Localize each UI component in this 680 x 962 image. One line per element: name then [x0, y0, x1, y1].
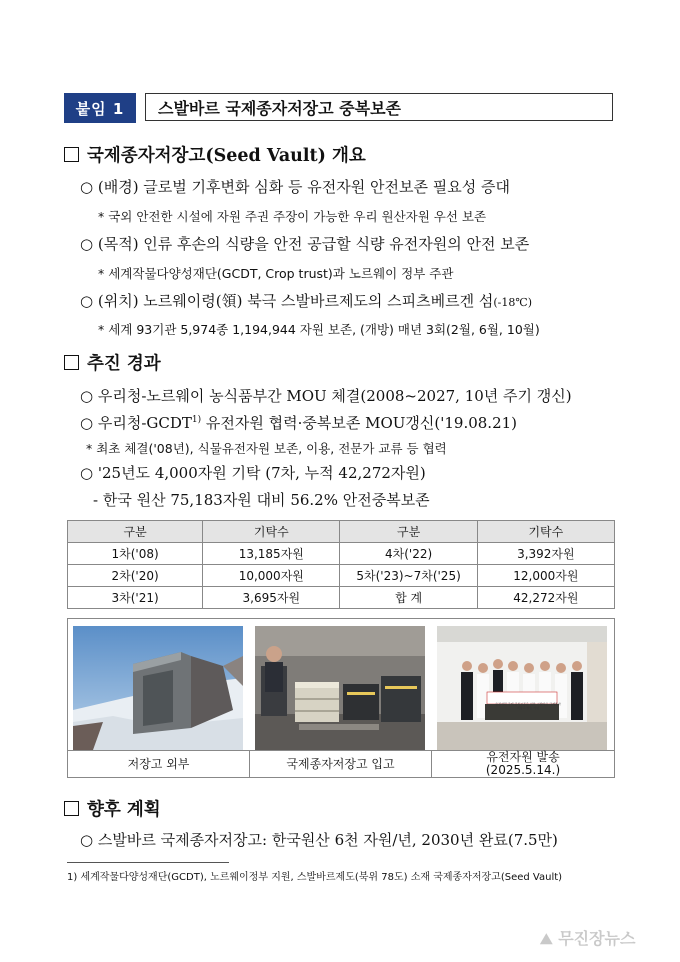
- table-header: 기탁수: [477, 521, 614, 543]
- dash-korean-origin: - 한국 원산 75,183자원 대비 56.2% 안전중복보존: [93, 491, 430, 509]
- section-plan-heading: [64, 796, 161, 821]
- checkbox-square-icon: [64, 355, 79, 370]
- checkbox-square-icon: [64, 801, 79, 816]
- temperature-text: (-18℃): [493, 296, 532, 309]
- table-header: 기탁수: [203, 521, 340, 543]
- seed-boxes-photo: [255, 626, 425, 750]
- bullet-location: [80, 290, 532, 311]
- caption-vault-entry: 국제종자저장고 입고: [286, 756, 395, 771]
- caption-vault-exterior: 저장고 외부: [127, 756, 190, 771]
- bullet-mou-gcdt: [80, 412, 517, 433]
- note-background: * 국외 안전한 시설에 자원 주권 주장이 가능한 우리 원산자원 우선 보존: [98, 209, 487, 224]
- caption-shipment-date: (2025.5.14.): [485, 763, 561, 777]
- heading-text: 추진 경과: [87, 354, 161, 374]
- bullet-background: ○ (배경) 글로벌 기후변화 심화 등 유전자원 안전보존 필요성 증대: [80, 178, 510, 196]
- banner-text: 유전자원 국제 중복보존을 위한 스발바르 국제종자저장고 발송 기념: [495, 702, 561, 710]
- attachment-tag: 붙임 1: [64, 93, 136, 123]
- table-cell: 1차('08): [68, 543, 203, 565]
- table-cell: 3,392자원: [477, 543, 614, 565]
- bullet-mou-norway: ○ 우리청-노르웨이 농식품부간 MOU 체결(2008~2027, 10년 주기 갱신): [80, 387, 572, 405]
- table-header: 구분: [68, 521, 203, 543]
- bullet-future-plan: ○ 스발바르 국제종자저장고: 한국원산 6천 자원/년, 2030년 완료(7.5만): [80, 831, 558, 849]
- footnote-ref: 1): [191, 415, 202, 425]
- heading-text: 국제종자저장고(Seed Vault) 개요: [87, 146, 366, 166]
- mou-gcdt-text-b: 유전자원 협력·중복보존 MOU갱신('19.08.21): [201, 414, 518, 432]
- table-row: [68, 587, 615, 609]
- vault-exterior-photo: [73, 626, 243, 750]
- caption-shipment: [432, 750, 614, 778]
- table-cell: 10,000자원: [203, 565, 340, 587]
- section-progress-heading: [64, 350, 161, 375]
- note-mou-gcdt: * 최초 체결('08년), 식물유전자원 보존, 이용, 전문가 교류 등 협력: [86, 441, 447, 456]
- footnote: 1) 세계작물다양성재단(GCDT), 노르웨이정부 지원, 스발바르제도(북위 78도) 소재 국제종자저장고(Seed Vault): [67, 872, 563, 883]
- note-purpose: * 세계작물다양성재단(GCDT, Crop trust)과 노르웨이 정부 주관: [98, 266, 454, 281]
- checkbox-square-icon: [64, 147, 79, 162]
- table-row: [68, 543, 615, 565]
- location-text: ○ (위치) 노르웨이령(領) 북극 스발바르제도의 스피츠베르겐 섬: [80, 292, 494, 310]
- table-cell: 3차('21): [68, 587, 203, 609]
- table-cell: 5차('23)~7차('25): [340, 565, 477, 587]
- watermark: [540, 926, 635, 949]
- caption-shipment-title: 유전자원 발송: [486, 750, 560, 764]
- group-photo: [437, 626, 607, 750]
- watermark-logo-icon: ⛰: [540, 930, 553, 948]
- table-cell: 42,272자원: [477, 587, 614, 609]
- table-row: [68, 565, 615, 587]
- photo-panel: [67, 618, 615, 778]
- note-location: * 세계 93기관 5,974종 1,194,944 자원 보존, (개방) 매년 3회(2월, 6월, 10월): [98, 322, 540, 337]
- table-header-row: [68, 521, 615, 543]
- table-cell: 3,695자원: [203, 587, 340, 609]
- document-title: 스발바르 국제종자저장고 중복보존: [145, 93, 613, 121]
- table-cell: 13,185자원: [203, 543, 340, 565]
- heading-text: 향후 계획: [87, 800, 161, 820]
- table-cell: 2차('20): [68, 565, 203, 587]
- table-header: 구분: [340, 521, 477, 543]
- section-overview-heading: [64, 142, 366, 167]
- deposit-table: [67, 520, 615, 609]
- watermark-text: 무진장뉴스: [558, 929, 636, 948]
- footnote-rule: [67, 862, 229, 863]
- bullet-purpose: ○ (목적) 인류 후손의 식량을 안전 공급할 식량 유전자원의 안전 보존: [80, 235, 530, 253]
- table-cell: 12,000자원: [477, 565, 614, 587]
- table-cell: 합 계: [340, 587, 477, 609]
- table-cell: 4차('22): [340, 543, 477, 565]
- mou-gcdt-text-a: ○ 우리청-GCDT: [80, 414, 192, 432]
- bullet-deposit-2025: ○ '25년도 4,000자원 기탁 (7차, 누적 42,272자원): [80, 464, 426, 482]
